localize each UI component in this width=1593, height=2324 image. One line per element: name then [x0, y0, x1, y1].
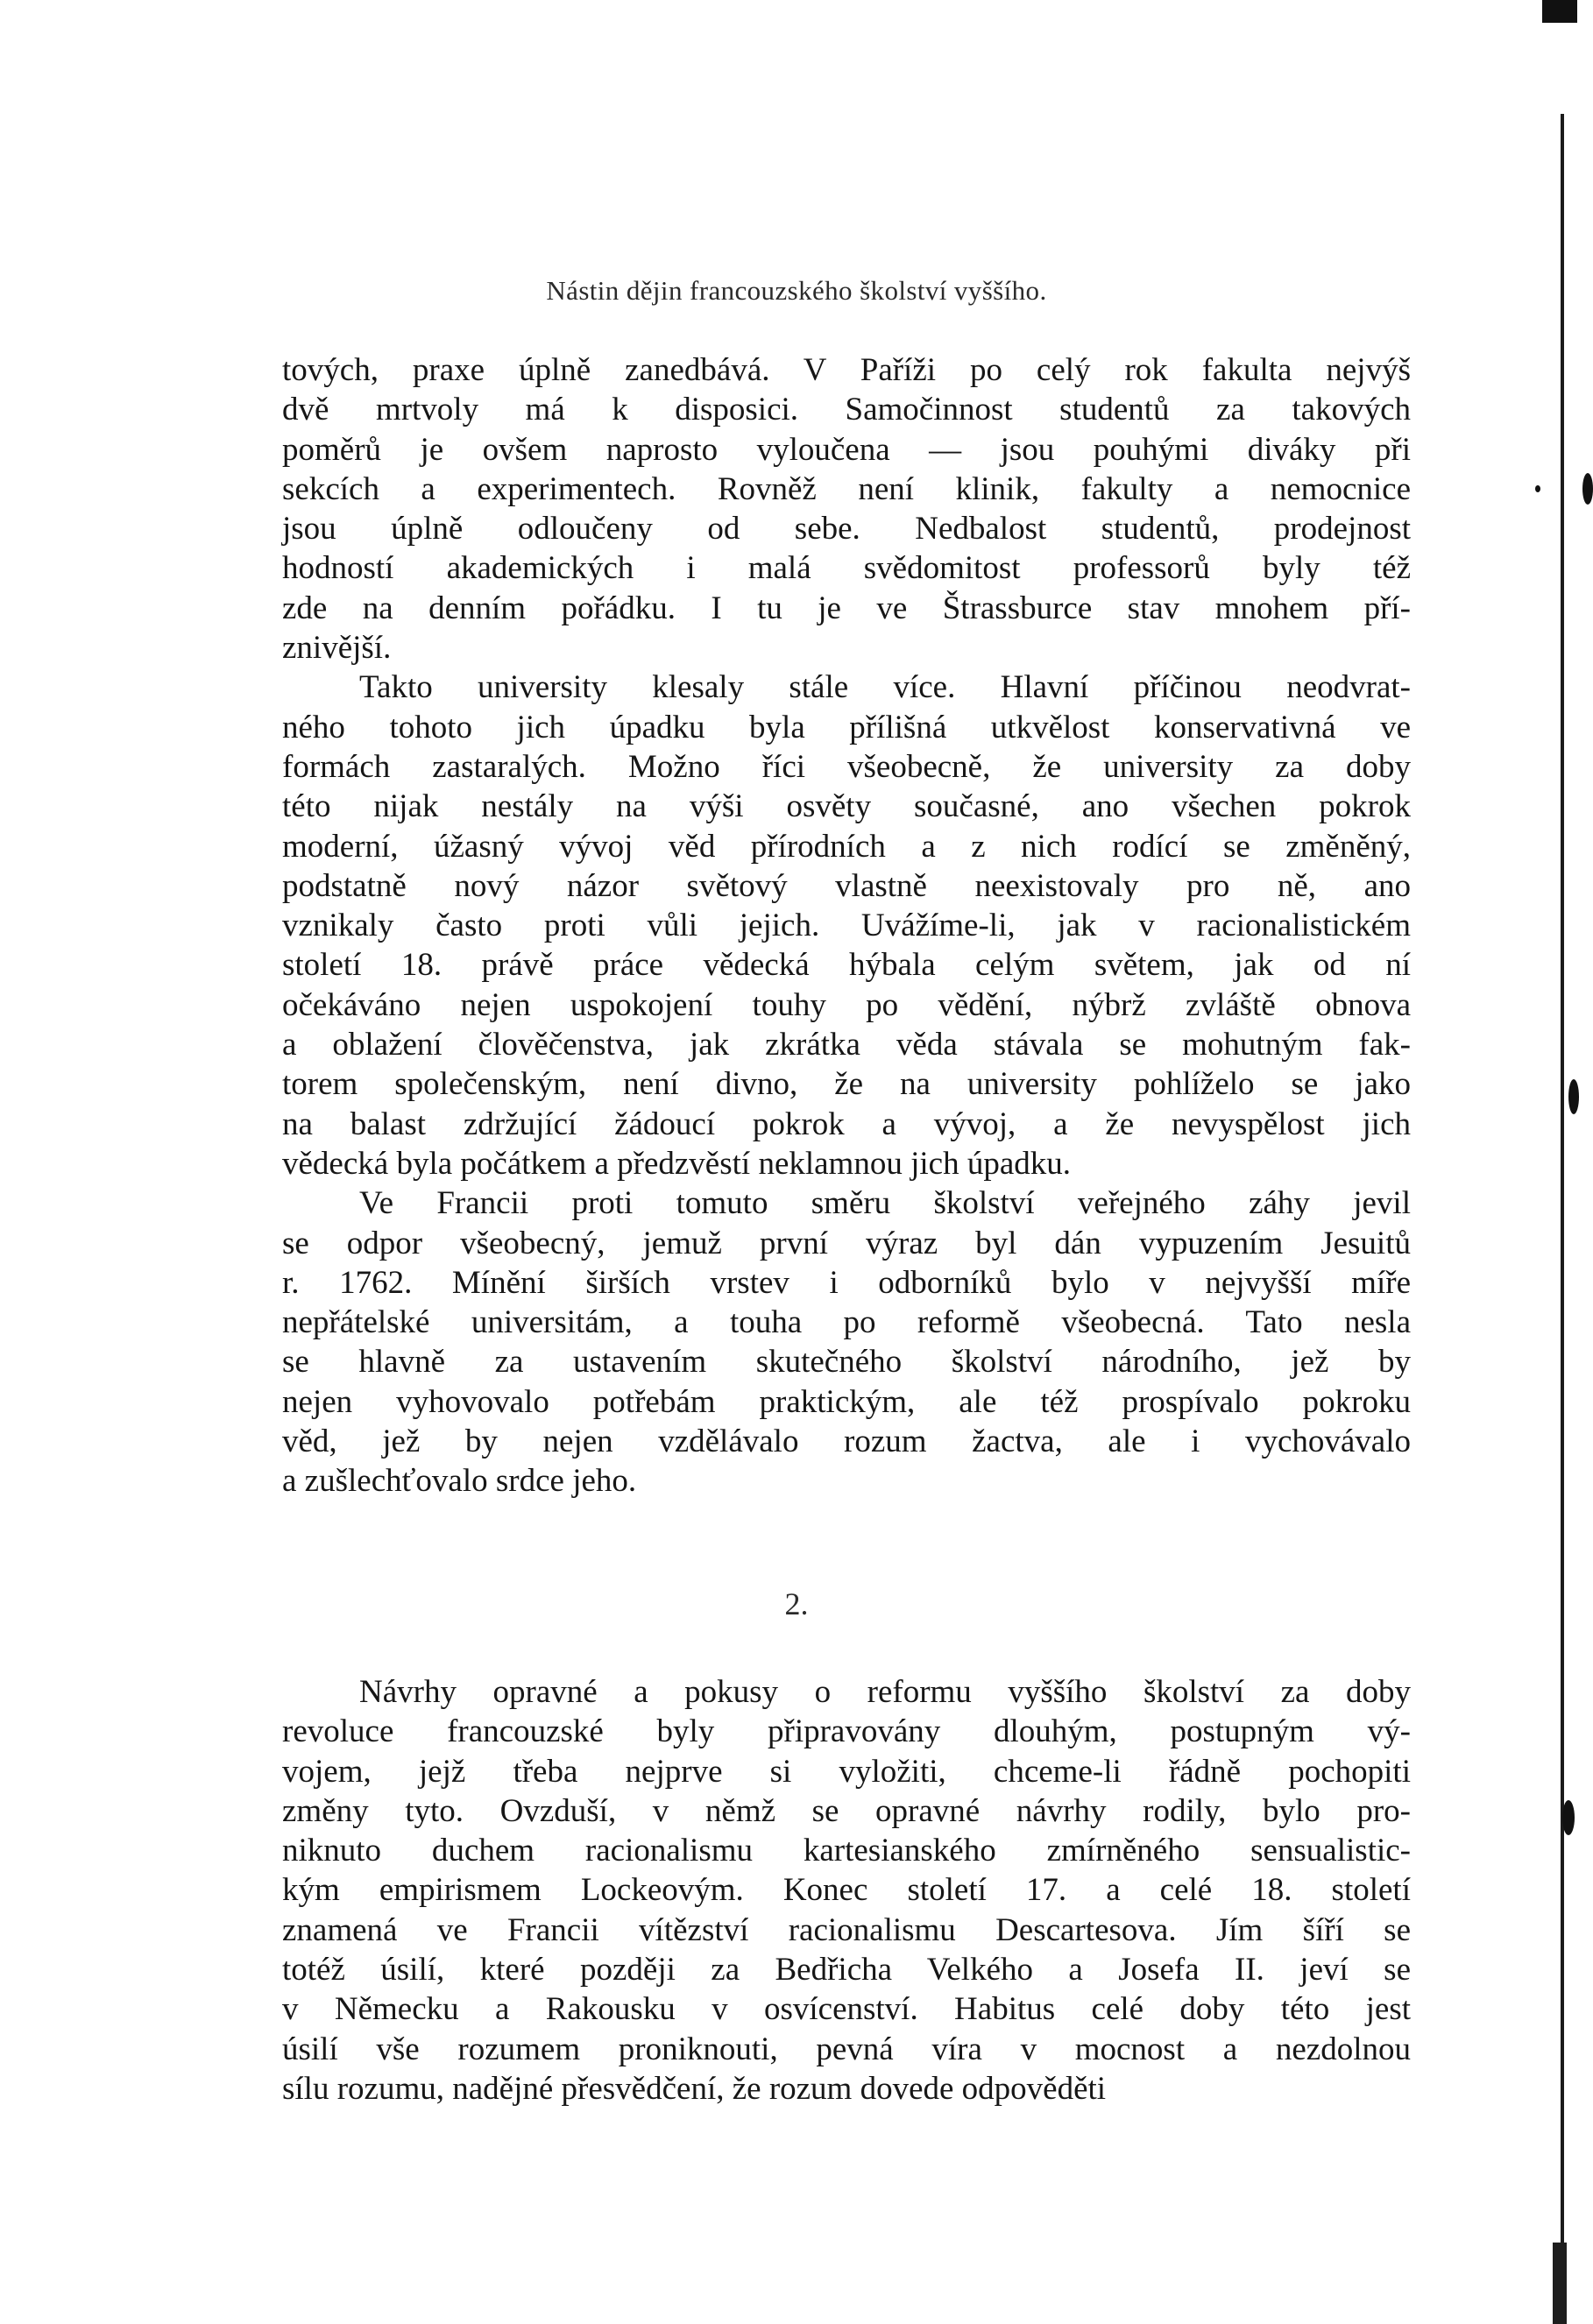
text-line: hodností akademických i malá svědomitost professorů byly též — [282, 550, 1411, 587]
text-line: vznikaly často proti vůli jejich. Uvážíme-li, jak v racionalistickém — [282, 908, 1411, 944]
text-line: jsou úplně odloučeny od sebe. Nedbalost studentů, prodejnost — [282, 511, 1411, 547]
text-line: vojem, jejž třeba nejprve si vyložiti, chceme-li řádně pochopiti — [282, 1753, 1411, 1790]
text-line: nejen vyhovovalo potřebám praktickým, ale též prospívalo pokroku — [282, 1383, 1411, 1420]
running-head: Nástin dějin francouzského školství vyššího. — [546, 275, 1047, 306]
text-line: poměrů je ovšem naprosto vyloučena — jsou pouhými diváky při — [282, 431, 1411, 468]
text-line: dvě mrtvoly má k disposici. Samočinnost studentů za takových — [282, 392, 1411, 428]
text-line: revoluce francouzské byly připravovány dlouhým, postupným vý- — [282, 1713, 1411, 1750]
body-text-top — [282, 350, 1411, 1501]
text-line: torem společenským, není divno, že na university pohlíželo se jako — [282, 1066, 1411, 1103]
section-number: 2. — [784, 1586, 809, 1621]
text-line: věd, jež by nejen vzdělávalo rozum žactva, ale i vychovávalo — [282, 1423, 1411, 1460]
scan-corner-mark — [1542, 0, 1577, 23]
text-line: tových, praxe úplně zanedbává. V Paříži po celý rok fakulta nejvýš — [282, 352, 1411, 388]
text-line: niknuto duchem racionalismu kartesianského zmírněného sensualistic- — [282, 1833, 1411, 1869]
text-line: úsilí vše rozumem proniknouti, pevná víra v mocnost a nezdolnou — [282, 2031, 1411, 2067]
text-line: sekcích a experimentech. Rovněž není klinik, fakulty a nemocnice — [282, 470, 1411, 507]
text-line: a oblažení člověčenstva, jak zkrátka věda stávala se mohutným fak- — [282, 1027, 1411, 1063]
paragraph — [282, 668, 1411, 1183]
text-line: r. 1762. Mínění širších vrstev i odborníků bylo v nejvyšší míře — [282, 1264, 1411, 1301]
text-line: ného tohoto jich úpadku byla přílišná utkvělost konservativná ve — [282, 709, 1411, 745]
text-line: totéž úsilí, které později za Bedřicha Velkého a Josefa II. jeví se — [282, 1952, 1411, 1988]
text-line: znamená ve Francii vítězství racionalismu Descartesova. Jím šíří se — [282, 1911, 1411, 1948]
text-line: moderní, úžasný vývoj věd přírodních a z nich rodící se změněný, — [282, 828, 1411, 865]
text-line: a zušlechťovalo srdce jeho. — [282, 1463, 637, 1500]
ink-dot — [1535, 485, 1540, 492]
text-line: kým empirismem Lockeovým. Konec století 17. a celé 18. století — [282, 1872, 1411, 1909]
text-line: na balast zdržující žádoucí pokrok a vývoj, a že nevyspělost jich — [282, 1105, 1411, 1142]
text-line: vědecká byla počátkem a předzvěstí neklamnou jich úpadku. — [282, 1145, 1071, 1182]
text-line: této nijak nestály na výši osvěty současné, ano všechen pokrok — [282, 788, 1411, 825]
ink-blot — [1582, 473, 1593, 505]
scan-right-edge — [1561, 114, 1564, 2324]
ink-blot — [1568, 1079, 1579, 1114]
paragraph — [282, 1183, 1411, 1501]
text-line: v Německu a Rakousku v osvícenství. Habitus celé doby této jest — [282, 1991, 1411, 2028]
paragraph — [282, 350, 1411, 668]
text-line: se hlavně za ustavením skutečného školství národního, jež by — [282, 1344, 1411, 1381]
text-line: Návrhy opravné a pokusy o reformu vyššího školství za doby — [359, 1674, 1411, 1710]
text-line: se odpor všeobecný, jemuž první výraz byl dán vypuzením Jesuitů — [282, 1225, 1411, 1261]
text-line: zde na denním pořádku. I tu je ve Štrassburce stav mnohem pří- — [282, 590, 1411, 626]
text-line: nepřátelské universitám, a touha po reformě všeobecná. Tato nesla — [282, 1304, 1411, 1341]
text-line: sílu rozumu, nadějné přesvědčení, že rozum dovede odpověděti — [282, 2070, 1107, 2107]
text-line: Takto university klesaly stále více. Hlavní příčinou neodvrat- — [359, 669, 1411, 706]
body-text-bottom — [282, 1672, 1411, 2109]
text-line: změny tyto. Ovzduší, v němž se opravné návrhy rodily, bylo pro- — [282, 1792, 1411, 1829]
text-line: očekáváno nejen uspokojení touhy po vědění, nýbrž zvláště obnova — [282, 986, 1411, 1023]
text-line: podstatně nový názor světový vlastně neexistovaly pro ně, ano — [282, 867, 1411, 904]
text-line: Ve Francii proti tomuto směru školství veřejného záhy jevil — [359, 1185, 1411, 1222]
text-line: formách zastaralých. Možno říci všeobecně, že university za doby — [282, 748, 1411, 785]
paragraph — [282, 1672, 1411, 2109]
ink-blot — [1562, 1800, 1575, 1835]
text-line: znivější. — [282, 630, 392, 667]
text-line: století 18. právě práce vědecká hýbala celým světem, jak od ní — [282, 947, 1411, 984]
scan-bottom-edge — [1553, 2243, 1567, 2324]
